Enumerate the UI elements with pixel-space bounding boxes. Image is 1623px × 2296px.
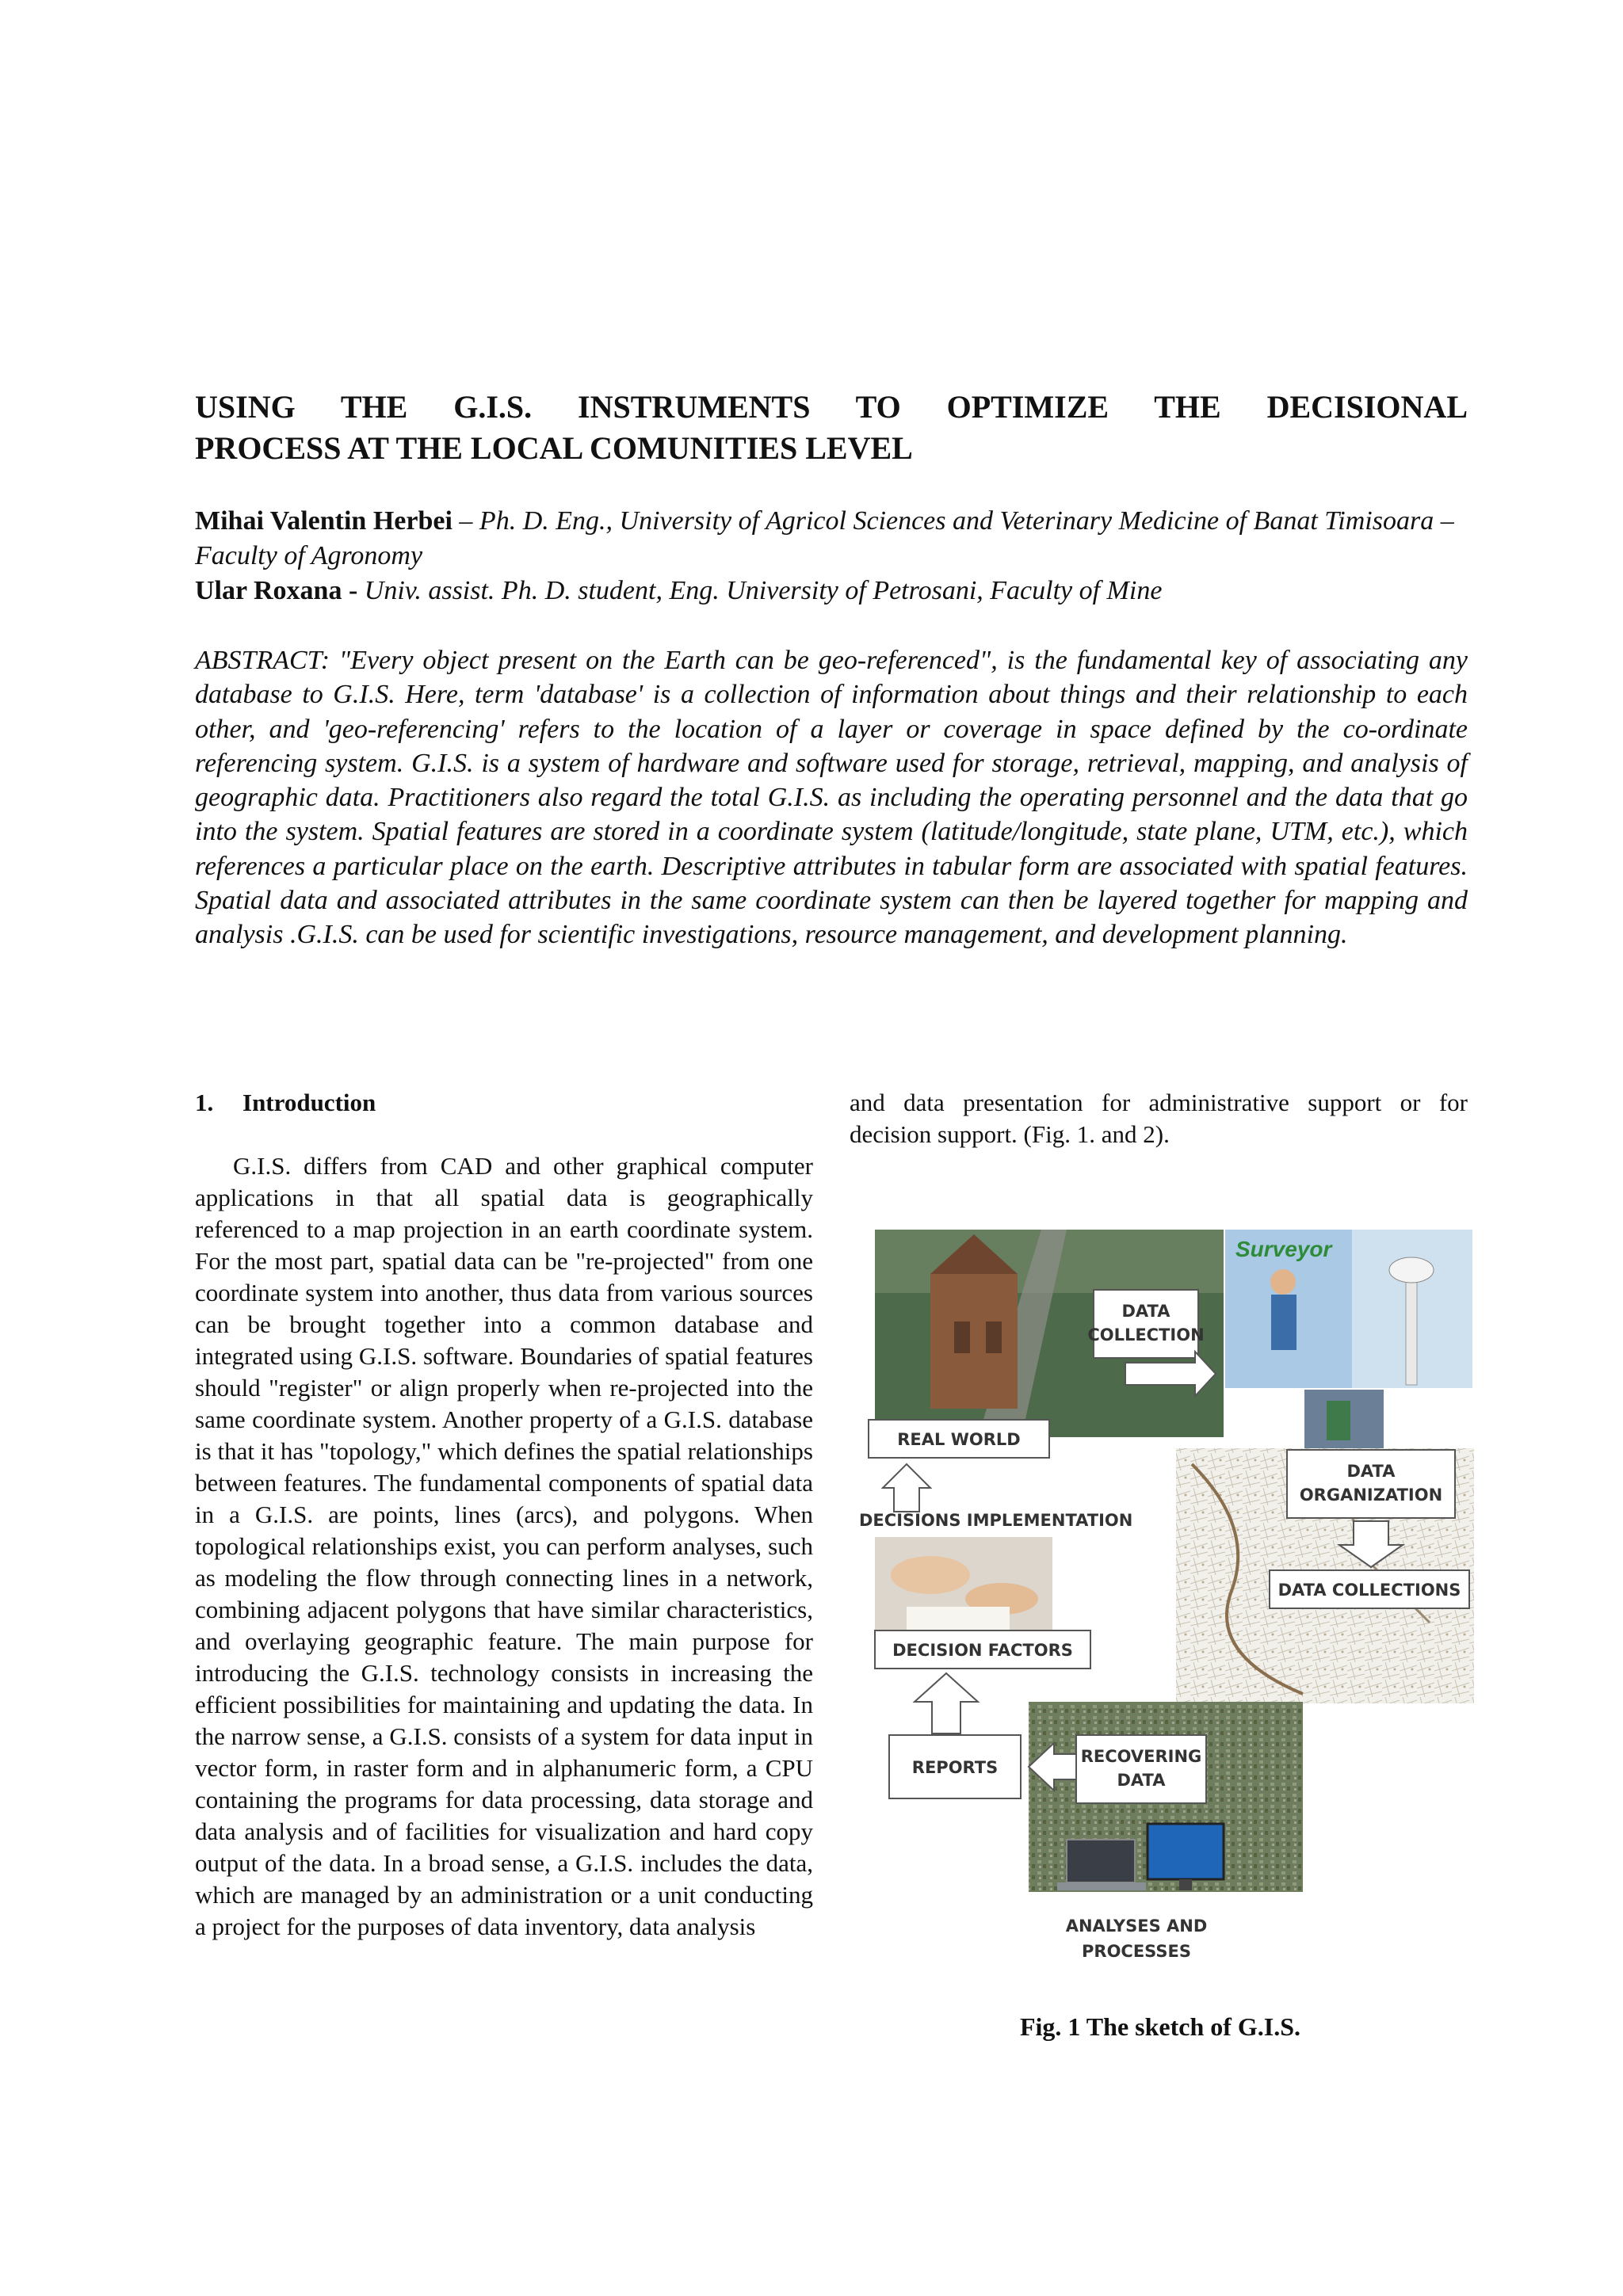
author-separator: –	[452, 506, 479, 536]
author-2	[195, 574, 1468, 608]
section-heading	[195, 1087, 813, 1119]
svg-text:ORGANIZATION: ORGANIZATION	[1299, 1486, 1443, 1505]
svg-text:RECOVERING: RECOVERING	[1080, 1747, 1202, 1766]
left-column	[195, 1087, 813, 1943]
svg-text:REAL WORLD: REAL WORLD	[897, 1430, 1021, 1449]
svg-text:REPORTS: REPORTS	[911, 1758, 999, 1777]
title-line-2: PROCESS AT THE LOCAL COMUNITIES LEVEL	[195, 430, 913, 466]
title-line-1: USING THE G.I.S. INSTRUMENTS TO OPTIMIZE THE DECISIONAL	[195, 389, 1468, 425]
svg-text:DECISION FACTORS: DECISION FACTORS	[892, 1641, 1073, 1660]
author-affiliation: Ph. D. Eng., University of Agricol Sciences and Veterinary Medicine of Banat Timisoara – Faculty of Agronomy	[195, 506, 1454, 570]
svg-text:DATA COLLECTIONS: DATA COLLECTIONS	[1277, 1581, 1461, 1600]
svg-text:COLLECTION: COLLECTION	[1087, 1325, 1205, 1344]
svg-text:DATA: DATA	[1121, 1302, 1170, 1321]
author-block	[195, 504, 1468, 608]
right-column-text: and data presentation for administrative support or for decision support. (Fig. 1. and 2).	[850, 1089, 1468, 1148]
data-organization-box	[1287, 1450, 1455, 1518]
author-affiliation: Univ. assist. Ph. D. student, Eng. University of Petrosani, Faculty of Mine	[364, 576, 1163, 605]
introduction-text: G.I.S. differs from CAD and other graphical computer applications in that all spatial data is geographically referenced to a map projection in an earth coordinate system. For the most part, spatial data can be "re-projected" from one coordinate system into another, thus data from various sources can be brought together into a common database and integrated using G.I.S. software. Boundaries of spatial features should "register" or align properly when re-projected into the same coordinate system. Another property of a G.I.S. database is that it has "topology," which defines the spatial relationships between features. The fundamental components of spatial data in a G.I.S. are points, lines (arcs), and polygons. When topological relationships exist, you can perform analyses, such as modeling the flow through connecting lines in a network, combining adjacent polygons that have similar characteristics, and overlaying geographic feature. The main purpose for introducing the G.I.S. technology consists in increasing the efficient possibilities for maintaining and updating the data. In the narrow sense, a G.I.S. consists of a system for data input in vector form, in raster form and in alphanumeric form, a CPU containing the programs for data processing, data storage and data analysis and of facilities for visualization and hard copy output of the data. In a broad sense, a G.I.S. includes the data, which are managed by an administration or a unit conducting a project for the purposes of data inventory, data analysis	[195, 1152, 814, 1940]
svg-text:DATA: DATA	[1346, 1462, 1396, 1481]
gis-sketch-figure	[859, 1226, 1474, 1985]
recovering-data-box	[1076, 1735, 1206, 1803]
svg-text:DATA: DATA	[1117, 1771, 1166, 1790]
surveyor-label: Surveyor	[1235, 1237, 1332, 1261]
processes-label: PROCESSES	[1082, 1942, 1191, 1961]
author-1	[195, 504, 1468, 574]
arrow-reports-up	[915, 1673, 978, 1733]
paper-title	[195, 387, 1468, 469]
data-collection-box	[1094, 1290, 1198, 1358]
section-number: 1.	[195, 1089, 214, 1116]
author-name: Ular Roxana	[195, 576, 342, 605]
author-name: Mihai Valentin Herbei	[195, 506, 453, 536]
abstract: ABSTRACT: "Every object present on the Earth can be geo-referenced", is the fundamental key of associating any database to G.I.S. Here, term 'database' is a collection of information about things and their relationship to each other, and 'geo-referencing' refers to the location of a layer or coverage in space defined by the co-ordinate referencing system. G.I.S. is a system of hardware and software used for storage, retrieval, mapping, and analysis of geographic data. Practitioners also regard the total G.I.S. as including the operating personnel and the data that go into the system. Spatial features are stored in a coordinate system (latitude/longitude, state plane, UTM, etc.), which references a particular place on the earth. Descriptive attributes in tabular form are associated with spatial features. Spatial data and associated attributes in the same coordinate system can then be layered together for mapping and analysis .G.I.S. can be used for scientific investigations, resource management, and development planning.	[195, 646, 1468, 950]
arrow-real-world	[883, 1464, 930, 1512]
analyses-label: ANALYSES AND	[1065, 1917, 1208, 1936]
church-image	[930, 1274, 1018, 1409]
figure-caption: Fig. 1 The sketch of G.I.S.	[1019, 2012, 1301, 2041]
decisions-implementation-label: DECISIONS IMPLEMENTATION	[859, 1511, 1133, 1530]
author-separator: -	[342, 576, 365, 605]
section-title: Introduction	[242, 1089, 376, 1116]
